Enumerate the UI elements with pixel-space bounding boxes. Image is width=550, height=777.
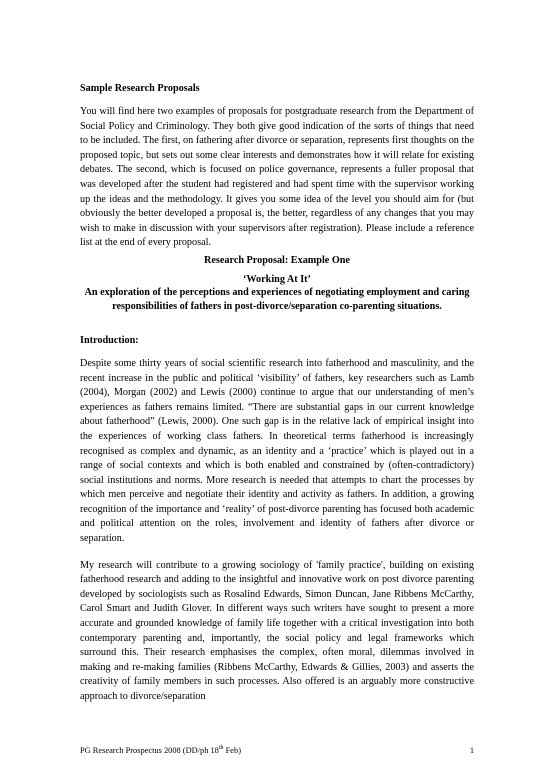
footer-suffix: Feb)	[223, 746, 241, 755]
document-title: Sample Research Proposals	[80, 83, 200, 94]
footer-label	[80, 745, 241, 756]
spacer	[80, 547, 474, 559]
footer-superscript: th	[218, 745, 224, 752]
body-paragraph-2: My research will contribute to a growing sociology of 'family practice', building on existing fatherhood research and adding to the insightful and innovative work on post divorce parenting developed by sociologists such as Rosalind Edwards, Simon Duncan, Jane Ribbens McCarthy, Carol Smart and Judith Glover. In different ways such writers have sought to present a more accurate and grounded knowledge of family life together with a critical investigation into both contemporary parenting and, importantly, the social policy and legal frameworks which surround this. Their research emphasises the complex, often moral, dilemmas involved in making and re-making families (Ribbens McCarthy, Edwards & Gillies, 2003) and asserts the creativity of family members in such processes. Also offered is an arguably more constructive approach to divorce/separation	[80, 559, 474, 702]
working-title: ‘Working At It’	[243, 273, 311, 285]
spacer	[80, 348, 474, 357]
page-footer	[80, 745, 474, 756]
footer-prefix: PG Research Prospectus 2008 (DD/ph 18	[80, 746, 219, 755]
spacer	[80, 95, 474, 105]
intro-paragraph: You will find here two examples of proposals for postgraduate research from the Department of Social Policy and Criminology. They both give good indication of the sorts of things that need to be included. The first, on fathering after divorce or separation, represents first thoughts on the proposed topic, but sets out some clear interests and demonstrates how it will relate for existing debates. The second, which is focused on police governance, represents a fuller proposal that was developed after the student had registered and had spent time with the supervisor working up the ideas and the methodology. It gives you some idea of the level you should aim for (but obviously the better developed a proposal is, the better, regardless of any changes that you may wish to make in discussion with your supervisors after registration). Please include a reference list at the end of every proposal.	[80, 106, 474, 249]
page-number: 1	[469, 746, 474, 755]
page-content	[80, 82, 474, 705]
body-paragraph-1: Despite some thirty years of social scientific research into fatherhood and masculinity, and the recent increase in the public and political ‘visibility’ of fathers, key researchers such as Lamb (2004), Morgan (2002) and Lewis (2000) continue to argue that our understanding of men’s experiences as fathers remains limited. “There are substantial gaps in our current knowledge about fatherhood” (Lewis, 2000). One such gap is in the relative lack of empirical insight into the experiences of working class fathers. In theoretical terms fatherhood is increasingly recognised as complex and dynamic, as an identity and a ‘practice’ which is played out in a range of social contexts and which is both enabled and constrained by (often-contradictory) social institutions and norms. More research is needed that attempts to chart the processes by which men perceive and negotiate their identity and activity as fathers. In addition, a growing recognition of the importance and ‘reality’ of post-divorce parenting has focused both academic and political attention on the roles, involvement and identity of fathers after divorce or separation.	[80, 357, 474, 545]
example-heading: Research Proposal: Example One	[204, 254, 350, 266]
proposal-subtitle: An exploration of the perceptions and experiences of negotiating employment and caring responsibilities of fathers in post-divorce/separation co-parenting situations.	[84, 286, 470, 312]
section-heading: Introduction:	[80, 334, 139, 346]
